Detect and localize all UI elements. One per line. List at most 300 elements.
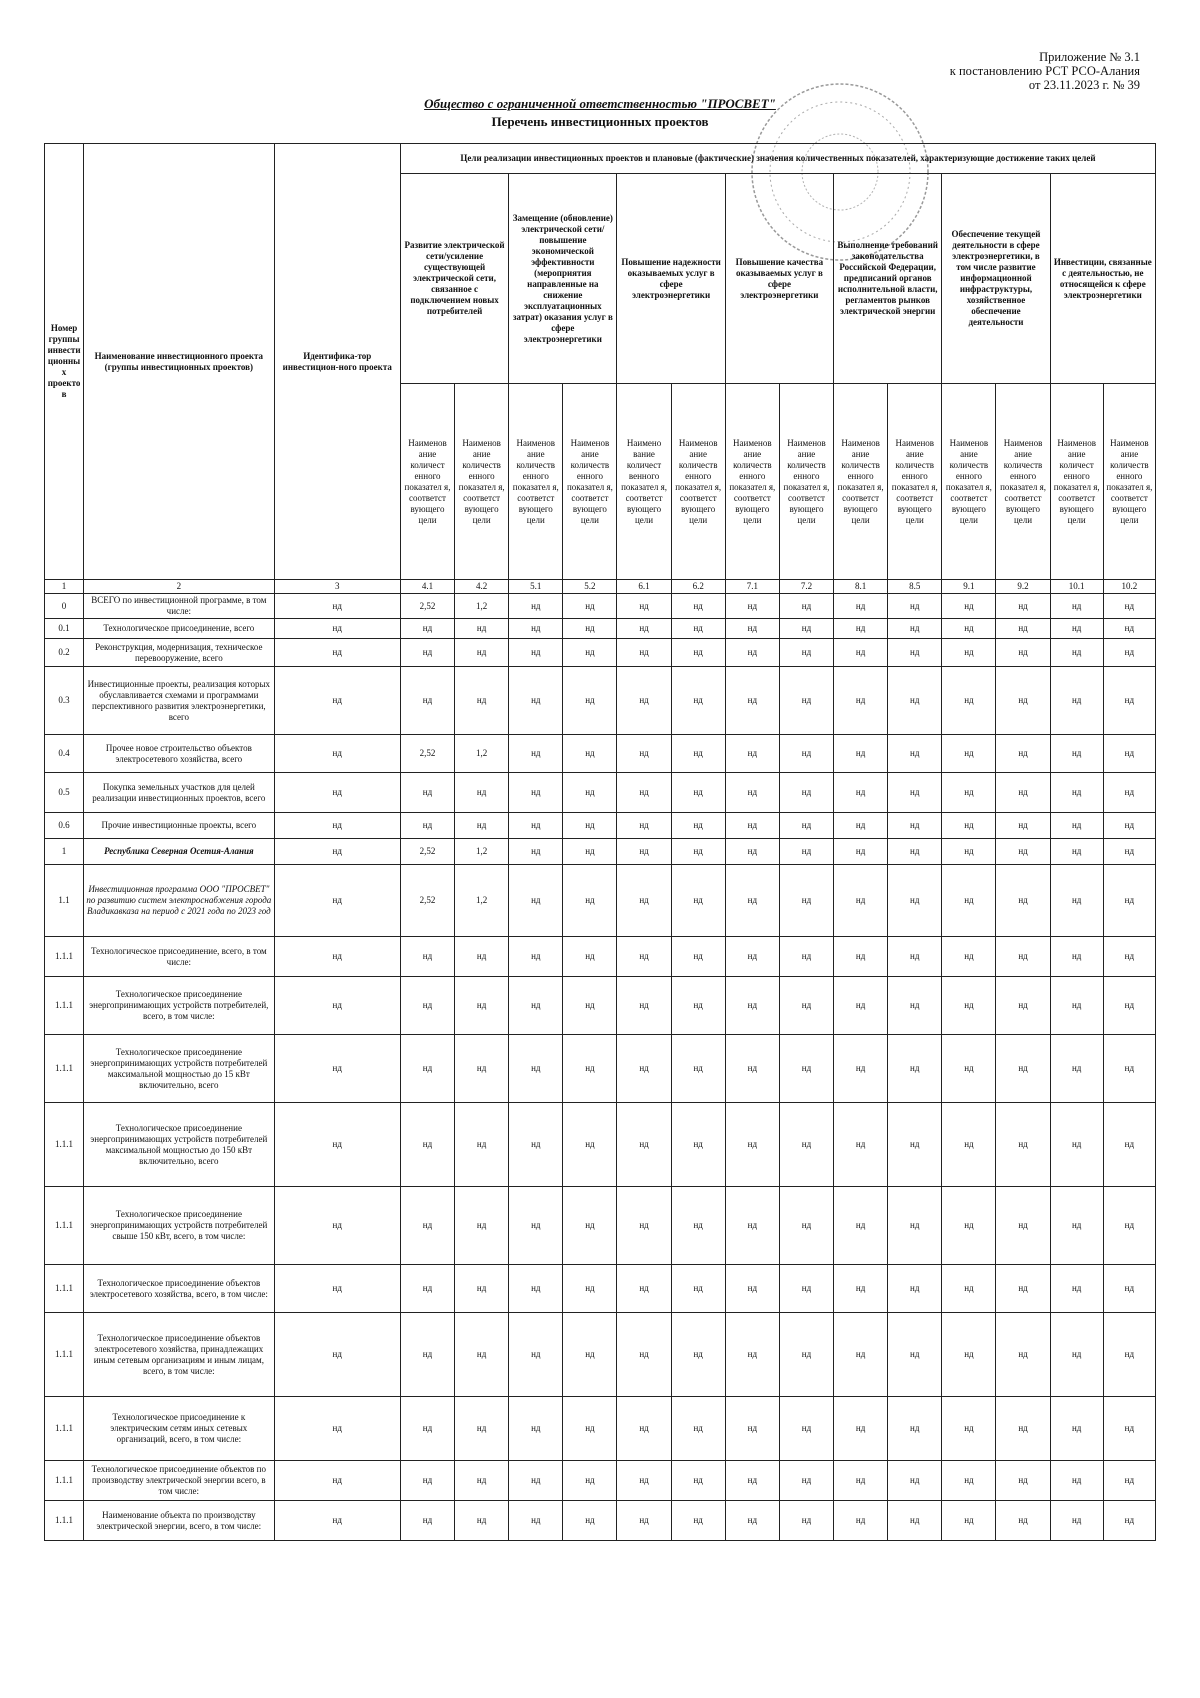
- row-indicator-value: нд: [617, 619, 671, 639]
- row-indicator-value: нд: [834, 1187, 888, 1265]
- row-indicator-value: нд: [888, 977, 942, 1035]
- row-indicator-value: нд: [725, 937, 779, 977]
- row-indicator-value: нд: [834, 865, 888, 937]
- row-indicator-value: нд: [779, 813, 833, 839]
- row-indicator-value: нд: [400, 1265, 454, 1313]
- row-indicator-value: нд: [671, 1501, 725, 1541]
- row-indicator-value: нд: [996, 619, 1050, 639]
- row-indicator-value: нд: [617, 977, 671, 1035]
- row-number: 1.1: [45, 865, 84, 937]
- indicator-name: Наименов ание количеств енного показател я, соответст вующего цели: [996, 384, 1050, 580]
- row-indicator-value: нд: [1050, 1501, 1103, 1541]
- row-indicator-value: нд: [1103, 1187, 1155, 1265]
- row-indicator-value: нд: [834, 1035, 888, 1103]
- row-indicator-value: нд: [1103, 1461, 1155, 1501]
- row-indicator-value: нд: [455, 1265, 509, 1313]
- row-indicator-value: нд: [455, 639, 509, 667]
- row-indicator-value: нд: [834, 594, 888, 619]
- row-indicator-value: нд: [942, 813, 996, 839]
- row-indicator-value: нд: [888, 1187, 942, 1265]
- row-indicator-value: нд: [725, 1035, 779, 1103]
- row-project-id: нд: [274, 1035, 400, 1103]
- row-indicator-value: нд: [725, 1397, 779, 1461]
- row-indicator-value: нд: [1050, 865, 1103, 937]
- row-indicator-value: нд: [509, 1265, 563, 1313]
- row-indicator-value: нд: [563, 619, 617, 639]
- row-indicator-value: нд: [725, 1461, 779, 1501]
- row-project-name: Инвестиционные проекты, реализация которых обуславливается схемами и программами перспективного развития электроэнергетики, всего: [84, 667, 275, 735]
- row-indicator-value: нд: [1103, 735, 1155, 773]
- row-project-id: нд: [274, 839, 400, 865]
- row-indicator-value: нд: [888, 865, 942, 937]
- row-project-name: Технологическое присоединение, всего: [84, 619, 275, 639]
- row-indicator-value: нд: [834, 813, 888, 839]
- row-indicator-value: нд: [888, 735, 942, 773]
- row-indicator-value: нд: [942, 667, 996, 735]
- row-indicator-value: нд: [996, 735, 1050, 773]
- row-indicator-value: нд: [942, 1035, 996, 1103]
- row-project-name: Инвестиционная программа ООО "ПРОСВЕТ" по развитию систем электроснабжения города Владикавказа на период с 2021 года по 2023 год: [84, 865, 275, 937]
- row-indicator-value: нд: [942, 594, 996, 619]
- goal-legal-compliance: Выполнение требований законодательства Российской Федерации, предписаний органов исполнительной власти, регламентов рынков электрической энергии: [834, 174, 942, 384]
- row-indicator-value: нд: [996, 773, 1050, 813]
- row-number: 1.1.1: [45, 1187, 84, 1265]
- row-indicator-value: нд: [509, 1461, 563, 1501]
- table-row: [45, 1103, 1156, 1187]
- row-indicator-value: нд: [779, 937, 833, 977]
- row-indicator-value: нд: [671, 1035, 725, 1103]
- row-project-id: нд: [274, 594, 400, 619]
- row-number: 0.3: [45, 667, 84, 735]
- row-indicator-value: нд: [455, 977, 509, 1035]
- row-indicator-value: нд: [725, 865, 779, 937]
- appendix-reference: [950, 50, 1140, 92]
- row-indicator-value: нд: [834, 773, 888, 813]
- row-indicator-value: нд: [1103, 1035, 1155, 1103]
- row-indicator-value: нд: [563, 1501, 617, 1541]
- column-number: 9.2: [996, 580, 1050, 594]
- row-indicator-value: нд: [509, 1103, 563, 1187]
- row-number: 1.1.1: [45, 1313, 84, 1397]
- row-indicator-value: нд: [996, 667, 1050, 735]
- row-indicator-value: нд: [455, 1103, 509, 1187]
- row-indicator-value: нд: [779, 639, 833, 667]
- row-indicator-value: нд: [563, 1103, 617, 1187]
- row-indicator-value: нд: [509, 1501, 563, 1541]
- row-number: 0.2: [45, 639, 84, 667]
- row-indicator-value: нд: [996, 937, 1050, 977]
- goal-network-replacement: Замещение (обновление) электрической сети/повышение экономической эффективности (мероприятия направленные на снижение эксплуатационных затрат) оказания услуг в сфере электроэнергетики: [509, 174, 617, 384]
- row-number: 0.5: [45, 773, 84, 813]
- row-indicator-value: нд: [509, 839, 563, 865]
- row-project-name: Прочие инвестиционные проекты, всего: [84, 813, 275, 839]
- column-number: 6.1: [617, 580, 671, 594]
- row-indicator-value: нд: [1103, 937, 1155, 977]
- row-project-name: Технологическое присоединение объектов электросетевого хозяйства, принадлежащих иным сетевым организациям и иным лицам, всего, в том числе:: [84, 1313, 275, 1397]
- header-project-name: Наименование инвестиционного проекта (группы инвестиционных проектов): [84, 144, 275, 580]
- row-project-id: нд: [274, 1265, 400, 1313]
- column-number: 7.1: [725, 580, 779, 594]
- row-indicator-value: 1,2: [455, 594, 509, 619]
- table-row: [45, 1501, 1156, 1541]
- row-indicator-value: нд: [400, 1313, 454, 1397]
- row-indicator-value: нд: [509, 735, 563, 773]
- row-indicator-value: 2,52: [400, 735, 454, 773]
- row-indicator-value: нд: [563, 977, 617, 1035]
- row-indicator-value: нд: [563, 839, 617, 865]
- row-indicator-value: нд: [671, 735, 725, 773]
- row-number: 0.6: [45, 813, 84, 839]
- row-indicator-value: нд: [400, 813, 454, 839]
- row-indicator-value: нд: [725, 813, 779, 839]
- row-indicator-value: нд: [725, 1313, 779, 1397]
- indicator-name: Наименов ание количеств енного показател я, соответст вующего цели: [1103, 384, 1155, 580]
- indicator-name: Наименов ание количеств енного показател я, соответст вующего цели: [725, 384, 779, 580]
- row-indicator-value: нд: [996, 1397, 1050, 1461]
- header-goals-title: Цели реализации инвестиционных проектов и плановые (фактические) значения количественных показателей, характеризующие достижение таких целей: [400, 144, 1155, 174]
- row-indicator-value: нд: [1103, 1397, 1155, 1461]
- row-indicator-value: нд: [834, 639, 888, 667]
- row-indicator-value: нд: [509, 1397, 563, 1461]
- row-indicator-value: нд: [996, 1313, 1050, 1397]
- row-indicator-value: 2,52: [400, 594, 454, 619]
- indicator-name: Наимено вание количест венного показател я, соответст вующего цели: [617, 384, 671, 580]
- row-project-id: нд: [274, 1501, 400, 1541]
- row-indicator-value: нд: [400, 1103, 454, 1187]
- indicator-name: Наименов ание количеств енного показател я, соответст вующего цели: [671, 384, 725, 580]
- row-indicator-value: нд: [1050, 937, 1103, 977]
- table-header: [45, 144, 1156, 594]
- row-indicator-value: нд: [671, 594, 725, 619]
- indicator-name: Наименов ание количест енного показател я, соответст вующего цели: [400, 384, 454, 580]
- row-indicator-value: нд: [888, 619, 942, 639]
- row-indicator-value: нд: [1050, 1313, 1103, 1397]
- row-number: 1.1.1: [45, 1035, 84, 1103]
- table-row: [45, 735, 1156, 773]
- row-indicator-value: нд: [455, 1397, 509, 1461]
- row-indicator-value: нд: [725, 1103, 779, 1187]
- row-indicator-value: нд: [996, 865, 1050, 937]
- row-indicator-value: нд: [400, 619, 454, 639]
- row-indicator-value: нд: [671, 1461, 725, 1501]
- row-project-name: Технологическое присоединение энергопринимающих устройств потребителей максимальной мощностью до 150 кВт включительно, всего: [84, 1103, 275, 1187]
- column-numbers-row: [45, 580, 1156, 594]
- row-indicator-value: нд: [509, 937, 563, 977]
- row-project-name: Технологическое присоединение объектов электросетевого хозяйства, всего, в том числе:: [84, 1265, 275, 1313]
- row-number: 0: [45, 594, 84, 619]
- row-project-id: нд: [274, 773, 400, 813]
- row-indicator-value: нд: [942, 977, 996, 1035]
- row-indicator-value: нд: [1050, 735, 1103, 773]
- row-indicator-value: нд: [400, 1397, 454, 1461]
- row-indicator-value: нд: [1050, 1103, 1103, 1187]
- row-indicator-value: 1,2: [455, 865, 509, 937]
- goal-network-development: Развитие электрической сети/усиление существующей электрической сети, связанное с подключением новых потребителей: [400, 174, 508, 384]
- row-indicator-value: нд: [455, 619, 509, 639]
- row-indicator-value: нд: [563, 865, 617, 937]
- row-indicator-value: нд: [779, 667, 833, 735]
- row-indicator-value: нд: [509, 813, 563, 839]
- row-indicator-value: нд: [509, 1187, 563, 1265]
- table-body: [45, 594, 1156, 1541]
- row-indicator-value: нд: [1103, 813, 1155, 839]
- row-indicator-value: нд: [942, 1501, 996, 1541]
- row-indicator-value: нд: [400, 977, 454, 1035]
- row-project-id: нд: [274, 865, 400, 937]
- header-project-id: Идентифика-тор инвестицион-ного проекта: [274, 144, 400, 580]
- row-indicator-value: нд: [617, 1035, 671, 1103]
- row-indicator-value: нд: [455, 937, 509, 977]
- row-indicator-value: нд: [617, 1461, 671, 1501]
- row-indicator-value: нд: [617, 1397, 671, 1461]
- row-project-id: нд: [274, 639, 400, 667]
- row-project-id: нд: [274, 1103, 400, 1187]
- row-indicator-value: нд: [455, 1501, 509, 1541]
- row-indicator-value: нд: [671, 977, 725, 1035]
- row-indicator-value: нд: [1103, 865, 1155, 937]
- column-number: 4.2: [455, 580, 509, 594]
- row-indicator-value: нд: [455, 1187, 509, 1265]
- column-number: 3: [274, 580, 400, 594]
- row-indicator-value: нд: [996, 839, 1050, 865]
- row-indicator-value: нд: [725, 1265, 779, 1313]
- row-indicator-value: нд: [888, 1501, 942, 1541]
- row-indicator-value: нд: [455, 1035, 509, 1103]
- row-indicator-value: нд: [671, 1313, 725, 1397]
- row-indicator-value: нд: [834, 839, 888, 865]
- row-project-id: нд: [274, 1313, 400, 1397]
- row-indicator-value: нд: [942, 1265, 996, 1313]
- row-indicator-value: нд: [888, 839, 942, 865]
- row-indicator-value: нд: [725, 1187, 779, 1265]
- row-indicator-value: нд: [1050, 639, 1103, 667]
- row-indicator-value: нд: [563, 937, 617, 977]
- row-indicator-value: нд: [617, 1187, 671, 1265]
- row-indicator-value: нд: [563, 1187, 617, 1265]
- table-row: [45, 773, 1156, 813]
- row-indicator-value: нд: [834, 619, 888, 639]
- row-indicator-value: нд: [563, 1035, 617, 1103]
- row-number: 1.1.1: [45, 1103, 84, 1187]
- row-indicator-value: нд: [563, 735, 617, 773]
- row-indicator-value: нд: [1103, 977, 1155, 1035]
- row-indicator-value: нд: [779, 1035, 833, 1103]
- row-indicator-value: нд: [888, 667, 942, 735]
- row-indicator-value: нд: [888, 773, 942, 813]
- row-indicator-value: нд: [455, 667, 509, 735]
- column-number: 10.2: [1103, 580, 1155, 594]
- indicator-name: Наименов ание количеств енного показател я, соответст вующего цели: [509, 384, 563, 580]
- row-indicator-value: нд: [942, 1103, 996, 1187]
- row-project-name: Технологическое присоединение к электрическим сетям иных сетевых организаций, всего, в том числе:: [84, 1397, 275, 1461]
- goal-reliability: Повышение надежности оказываемых услуг в сфере электроэнергетики: [617, 174, 725, 384]
- row-indicator-value: нд: [996, 977, 1050, 1035]
- indicator-name: Наименов ание количест енного показател я, соответст вующего цели: [1050, 384, 1103, 580]
- row-indicator-value: нд: [725, 977, 779, 1035]
- row-number: 1.1.1: [45, 1461, 84, 1501]
- table-row: [45, 937, 1156, 977]
- row-indicator-value: нд: [888, 1461, 942, 1501]
- goal-current-activity: Обеспечение текущей деятельности в сфере электроэнергетики, в том числе развитие информационной инфраструктуры, хозяйственное обеспечение деятельности: [942, 174, 1050, 384]
- row-indicator-value: нд: [996, 1461, 1050, 1501]
- row-indicator-value: нд: [942, 865, 996, 937]
- row-indicator-value: нд: [942, 937, 996, 977]
- row-indicator-value: нд: [779, 977, 833, 1035]
- row-indicator-value: нд: [888, 1397, 942, 1461]
- row-indicator-value: нд: [1050, 773, 1103, 813]
- row-indicator-value: нд: [779, 1397, 833, 1461]
- row-indicator-value: нд: [834, 1461, 888, 1501]
- row-project-name: Республика Северная Осетия-Алания: [84, 839, 275, 865]
- row-indicator-value: нд: [942, 773, 996, 813]
- row-indicator-value: 2,52: [400, 865, 454, 937]
- goal-quality: Повышение качества оказываемых услуг в сфере электроэнергетики: [725, 174, 833, 384]
- row-indicator-value: нд: [779, 1187, 833, 1265]
- row-indicator-value: нд: [834, 1103, 888, 1187]
- indicator-name: Наименов ание количеств енного показател я, соответст вующего цели: [942, 384, 996, 580]
- row-project-name: Технологическое присоединение энергопринимающих устройств потребителей максимальной мощностью до 15 кВт включительно, всего: [84, 1035, 275, 1103]
- row-indicator-value: нд: [779, 839, 833, 865]
- goal-non-energy-investments: Инвестиции, связанные с деятельностью, не относящейся к сфере электроэнергетики: [1050, 174, 1155, 384]
- row-indicator-value: нд: [617, 1501, 671, 1541]
- table-row: [45, 865, 1156, 937]
- row-indicator-value: нд: [779, 619, 833, 639]
- row-project-name: Реконструкция, модернизация, техническое перевооружение, всего: [84, 639, 275, 667]
- row-indicator-value: нд: [563, 1397, 617, 1461]
- row-indicator-value: нд: [834, 977, 888, 1035]
- header-group-number: Номер группы инвести ционны х проекто в: [45, 144, 84, 580]
- row-project-id: нд: [274, 1461, 400, 1501]
- row-indicator-value: нд: [400, 1187, 454, 1265]
- row-indicator-value: нд: [779, 1103, 833, 1187]
- table-row: [45, 639, 1156, 667]
- indicator-name: Наименов ание количеств енного показател я, соответст вующего цели: [888, 384, 942, 580]
- row-indicator-value: нд: [400, 639, 454, 667]
- indicator-name: Наименов ание количеств енного показател я, соответст вующего цели: [455, 384, 509, 580]
- row-indicator-value: нд: [617, 594, 671, 619]
- row-indicator-value: нд: [888, 1265, 942, 1313]
- row-indicator-value: нд: [400, 667, 454, 735]
- row-indicator-value: нд: [942, 1187, 996, 1265]
- row-indicator-value: нд: [996, 1187, 1050, 1265]
- row-indicator-value: нд: [834, 1501, 888, 1541]
- row-indicator-value: нд: [1103, 1103, 1155, 1187]
- row-indicator-value: нд: [671, 1397, 725, 1461]
- row-indicator-value: нд: [671, 667, 725, 735]
- row-number: 1.1.1: [45, 937, 84, 977]
- row-indicator-value: нд: [617, 865, 671, 937]
- row-indicator-value: нд: [725, 1501, 779, 1541]
- table-row: [45, 813, 1156, 839]
- table-row: [45, 1461, 1156, 1501]
- row-indicator-value: нд: [725, 619, 779, 639]
- row-indicator-value: нд: [888, 639, 942, 667]
- row-indicator-value: нд: [996, 1035, 1050, 1103]
- row-project-name: Технологическое присоединение, всего, в том числе:: [84, 937, 275, 977]
- organization-name: Общество с ограниченной ответственностью "ПРОСВЕТ": [424, 96, 776, 111]
- row-indicator-value: нд: [779, 1313, 833, 1397]
- row-indicator-value: нд: [617, 773, 671, 813]
- row-indicator-value: нд: [834, 937, 888, 977]
- column-number: 9.1: [942, 580, 996, 594]
- row-project-id: нд: [274, 735, 400, 773]
- row-indicator-value: нд: [1050, 1187, 1103, 1265]
- appendix-line-2: к постановлению РСТ РСО-Алания: [949, 64, 1140, 78]
- row-indicator-value: 2,52: [400, 839, 454, 865]
- column-number: 7.2: [779, 580, 833, 594]
- row-indicator-value: нд: [617, 813, 671, 839]
- row-indicator-value: нд: [996, 813, 1050, 839]
- table-row: [45, 1265, 1156, 1313]
- row-indicator-value: нд: [617, 639, 671, 667]
- row-indicator-value: нд: [942, 619, 996, 639]
- row-indicator-value: нд: [617, 667, 671, 735]
- column-number: 4.1: [400, 580, 454, 594]
- column-number: 5.1: [509, 580, 563, 594]
- row-indicator-value: нд: [779, 773, 833, 813]
- row-indicator-value: нд: [563, 773, 617, 813]
- indicator-name: Наименов ание количеств енного показател я, соответст вующего цели: [563, 384, 617, 580]
- row-indicator-value: нд: [671, 639, 725, 667]
- row-indicator-value: нд: [400, 937, 454, 977]
- row-indicator-value: нд: [563, 667, 617, 735]
- table-row: [45, 1035, 1156, 1103]
- row-indicator-value: нд: [725, 667, 779, 735]
- row-indicator-value: нд: [509, 773, 563, 813]
- table-row: [45, 667, 1156, 735]
- row-indicator-value: нд: [563, 1313, 617, 1397]
- row-indicator-value: нд: [888, 813, 942, 839]
- row-indicator-value: нд: [1050, 667, 1103, 735]
- column-number: 8.5: [888, 580, 942, 594]
- row-indicator-value: нд: [617, 1265, 671, 1313]
- row-indicator-value: нд: [779, 1501, 833, 1541]
- row-indicator-value: нд: [617, 937, 671, 977]
- column-number: 10.1: [1050, 580, 1103, 594]
- row-indicator-value: нд: [1103, 619, 1155, 639]
- row-indicator-value: нд: [942, 1461, 996, 1501]
- row-indicator-value: нд: [1103, 1313, 1155, 1397]
- row-indicator-value: нд: [563, 594, 617, 619]
- row-indicator-value: нд: [509, 594, 563, 619]
- row-number: 1.1.1: [45, 1501, 84, 1541]
- row-indicator-value: нд: [509, 1313, 563, 1397]
- row-indicator-value: нд: [455, 773, 509, 813]
- row-indicator-value: нд: [1050, 594, 1103, 619]
- row-indicator-value: нд: [996, 1501, 1050, 1541]
- row-indicator-value: нд: [888, 937, 942, 977]
- row-indicator-value: нд: [996, 594, 1050, 619]
- row-indicator-value: нд: [888, 594, 942, 619]
- row-indicator-value: нд: [725, 839, 779, 865]
- row-project-id: нд: [274, 1187, 400, 1265]
- row-indicator-value: 1,2: [455, 839, 509, 865]
- appendix-line-3: от 23.11.2023 г. № 39: [1028, 78, 1140, 92]
- row-project-id: нд: [274, 667, 400, 735]
- row-indicator-value: нд: [996, 1103, 1050, 1187]
- row-indicator-value: нд: [617, 735, 671, 773]
- row-project-name: Наименование объекта по производству электрической энергии, всего, в том числе:: [84, 1501, 275, 1541]
- row-indicator-value: нд: [779, 735, 833, 773]
- table-row: [45, 594, 1156, 619]
- row-indicator-value: нд: [725, 594, 779, 619]
- column-number: 5.2: [563, 580, 617, 594]
- row-number: 1.1.1: [45, 977, 84, 1035]
- indicator-name: Наименов ание количеств енного показател я, соответст вующего цели: [834, 384, 888, 580]
- row-indicator-value: нд: [563, 1265, 617, 1313]
- row-project-id: нд: [274, 813, 400, 839]
- row-indicator-value: нд: [996, 639, 1050, 667]
